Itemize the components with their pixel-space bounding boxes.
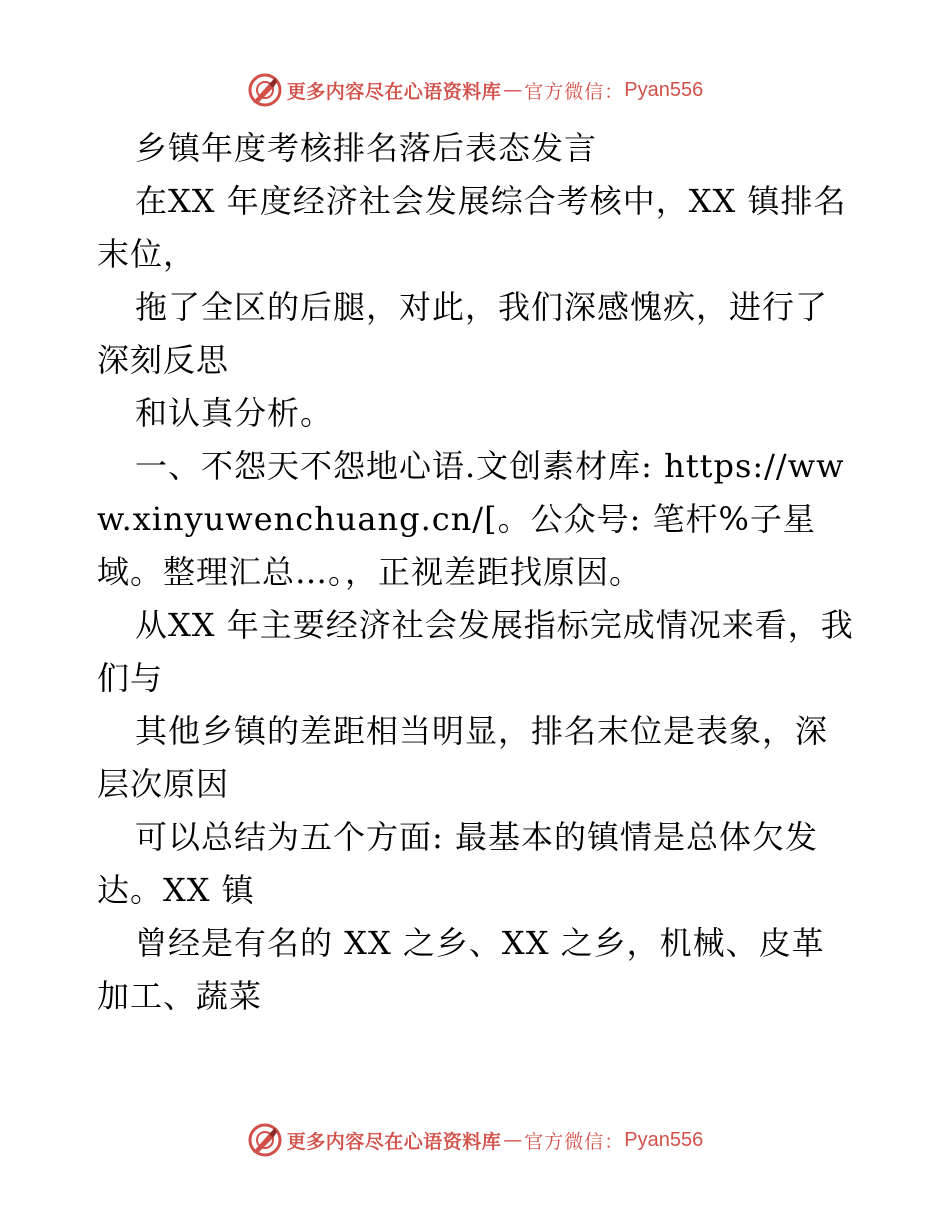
watermark-wechat-id: Pyan556 xyxy=(624,1128,704,1151)
paragraph: 从XX 年主要经济社会发展指标完成情况来看，我们与 xyxy=(97,606,854,697)
paragraph: 和认真分析。 xyxy=(135,394,334,432)
paragraph: 其他乡镇的差距相当明显，排名末位是表象，深层次原因 xyxy=(97,712,829,803)
watermark-banner-top xyxy=(0,70,950,110)
document-title: 乡镇年度考核排名落后表态发言 xyxy=(135,129,598,167)
paragraph: 一、不怨天不怨地心语.文创素材库: https://www.xinyuwenchuang.cn/[。公众号: 笔杆%子星域。整理汇总…。，正视差距找原因。 xyxy=(97,447,845,591)
pen-logo-icon xyxy=(247,72,283,108)
watermark-wechat-label: 官方微信： xyxy=(524,1130,625,1153)
paragraph: 曾经是有名的 XX 之乡、XX 之乡，机械、皮革加工、蔬菜 xyxy=(97,924,825,1015)
pen-logo-icon xyxy=(247,1122,283,1158)
watermark-site-text: 更多内容尽在心语资料库 xyxy=(286,1130,502,1153)
document-body xyxy=(97,122,857,1023)
paragraph: 拖了全区的后腿，对此，我们深感愧疚，进行了深刻反思 xyxy=(97,288,829,379)
paragraph: 在XX 年度经济社会发展综合考核中，XX 镇排名末位， xyxy=(97,182,847,273)
watermark-separator: — xyxy=(503,79,523,101)
watermark-wechat-id: Pyan556 xyxy=(624,78,704,101)
watermark-separator: — xyxy=(503,1129,523,1151)
watermark-wechat-label: 官方微信： xyxy=(524,80,625,103)
watermark-banner-bottom xyxy=(0,1120,950,1160)
paragraph: 可以总结为五个方面: 最基本的镇情是总体欠发达。XX 镇 xyxy=(97,818,818,909)
watermark-site-text: 更多内容尽在心语资料库 xyxy=(286,80,502,103)
